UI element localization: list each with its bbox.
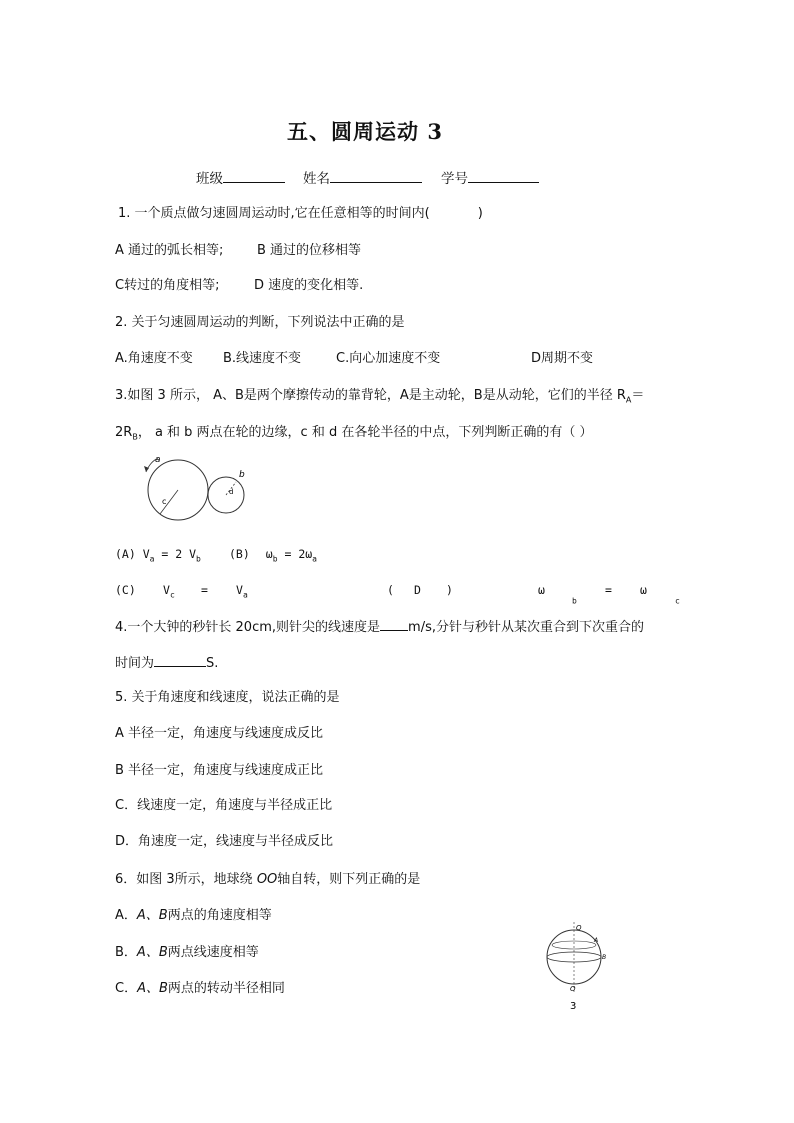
q2-option-b: B.线速度不变 (223, 351, 302, 366)
q3-line2-sub: B (132, 432, 138, 442)
q6-opt-a-ab: A、B (136, 908, 168, 923)
q3-opt-b-prefix: (B) (229, 547, 250, 561)
q5-option-c: C．线速度一定，角速度与半径成正比 (115, 798, 333, 813)
q3-line2-a: 2R (115, 425, 133, 440)
q3-line1-text: 3.如图 3 所示， A、B是两个摩擦传动的靠背轮，A是主动轮，B是从动轮，它们的半径 R (115, 388, 626, 403)
q1-paren: ) (477, 206, 483, 221)
earth-label-a: A (594, 937, 599, 944)
q6-opt-b-letter: B． (115, 945, 137, 960)
q4-unit1: m/s,分针与秒针从某次重合到下次重合的 (408, 620, 644, 635)
name-blank[interactable] (330, 168, 422, 183)
q1-option-a: A 通过的弧长相等; (115, 243, 224, 258)
q2-option-d: D周期不变 (531, 351, 594, 366)
q3-option-c-prefix: (C) (115, 583, 136, 597)
page-title: 五、圆周运动 3 (287, 119, 443, 144)
q5-option-d: D．角速度一定，线速度与半径成反比 (115, 834, 334, 849)
q3-opt-a-sub1: a (149, 554, 155, 564)
figure-caption: 3 (570, 1001, 577, 1012)
q6-stem-a: 6．如图 3所示，地球绕 (115, 872, 257, 887)
q3-opt-b-omega: ω (265, 547, 273, 561)
earth-label-o-bottom: O (570, 985, 576, 993)
q6-opt-c-letter: C． (115, 981, 138, 996)
q3-option-d-eq: = (605, 583, 612, 597)
wheel-label-d: d (229, 488, 234, 496)
q6-stem (115, 871, 420, 889)
q3-option-c-eq: = (201, 583, 208, 597)
q6-option-a (115, 907, 272, 925)
q6-opt-a-text: 两点的角速度相等 (167, 908, 272, 923)
q6-opt-b-ab: A、B (136, 945, 168, 960)
q3-option-c-v1 (163, 581, 175, 604)
earth-label-o-top: O (576, 924, 582, 932)
q6-stem-axis: OO (256, 872, 278, 887)
name-field (303, 167, 422, 187)
q3-opt-d-sub1: b (572, 596, 577, 606)
earth-equator (547, 952, 601, 962)
q1-option-c: C转过的角度相等; (115, 278, 220, 293)
q3-option-d-open: ( (387, 583, 394, 597)
q3-line1-sub: A (625, 395, 632, 405)
q6-opt-b-text: 两点线速度相等 (167, 945, 259, 960)
q4-line1 (115, 616, 644, 637)
q3-opt-a-sub2: b (196, 554, 201, 564)
wheel-label-c: c (162, 497, 167, 506)
q3-option-d-omega1: ω (538, 583, 545, 597)
q3-wheels-figure (138, 450, 268, 530)
q6-opt-c-text: 两点的转动半径相同 (167, 981, 285, 996)
q6-opt-c-ab: A、B (137, 981, 168, 996)
q1-stem-text: 1. 一个质点做匀速圆周运动时,它在任意相等的时间内( (118, 206, 430, 221)
q3-option-d-close: ) (446, 583, 453, 597)
q4-part1: 4.一个大钟的秒针长 20cm,则针尖的线速度是 (115, 620, 381, 635)
class-field (196, 167, 285, 187)
q3-opt-c-sub2: a (242, 590, 248, 600)
q1-option-b: B 通过的位移相等 (257, 243, 362, 258)
q3-option-d-label: D (414, 583, 421, 597)
q1-stem (118, 205, 483, 223)
q6-option-c (115, 980, 285, 998)
q3-opt-d-sub2: c (675, 596, 680, 606)
name-label: 姓名 (303, 171, 330, 187)
q3-option-c-v2 (236, 581, 248, 604)
q3-stem-line2 (115, 424, 593, 447)
q3-opt-c-v1: V (163, 583, 170, 597)
q3-opt-b-sub2: a (312, 554, 317, 564)
student-id-field (441, 167, 539, 187)
q3-opt-a-prefix: (A) V (115, 547, 150, 561)
q4-blank-speed[interactable] (380, 616, 408, 631)
q2-option-c: C.向心加速度不变 (336, 351, 441, 366)
q3-option-d-omega2: ω (640, 583, 647, 597)
q3-opt-c-sub1: c (169, 590, 175, 600)
student-id-blank[interactable] (468, 168, 539, 183)
q3-option-b (229, 545, 317, 568)
class-blank[interactable] (223, 168, 285, 183)
q6-opt-a-letter: A． (115, 908, 137, 923)
wheel-label-b: b (239, 470, 245, 480)
q3-opt-a-mid: = 2 V (154, 547, 196, 561)
q3-opt-b-mid: = 2ω (277, 547, 313, 561)
q3-opt-c-v2: V (236, 583, 243, 597)
q4-blank-time[interactable] (154, 652, 206, 667)
q3-line1-end: ＝ (631, 388, 645, 403)
q1-option-d: D 速度的变化相等. (254, 278, 364, 293)
q3-stem-line1 (115, 387, 644, 410)
q4-unit2: S. (206, 656, 219, 671)
q3-opt-b-sub1: b (272, 554, 278, 564)
q5-option-a: A 半径一定，角速度与线速度成反比 (115, 726, 324, 741)
student-id-label: 学号 (441, 171, 468, 187)
q3-line2-b: ， a 和 b 两点在轮的边缘，c 和 d 在各轮半径的中点，下列判断正确的有（ ） (137, 425, 593, 440)
earth-label-b: B (602, 954, 607, 961)
q4-line2-a: 时间为 (115, 656, 155, 671)
q6-stem-b: 轴自转，则下列正确的是 (277, 872, 421, 887)
q5-stem: 5. 关于角速度和线速度，说法正确的是 (115, 690, 340, 705)
q6-option-b (115, 944, 259, 962)
class-label: 班级 (196, 171, 223, 187)
q3-option-d-sub1 (572, 587, 577, 610)
q3-option-a (115, 545, 201, 568)
q3-option-d-sub2 (675, 587, 680, 610)
q2-option-a: A.角速度不变 (115, 351, 193, 366)
q4-line2 (115, 652, 218, 673)
q6-earth-figure (538, 918, 618, 1018)
q2-stem: 2. 关于匀速圆周运动的判断，下列说法中正确的是 (115, 315, 405, 330)
q5-option-b: B 半径一定，角速度与线速度成正比 (115, 763, 324, 778)
wheel-label-a: a (155, 455, 161, 465)
